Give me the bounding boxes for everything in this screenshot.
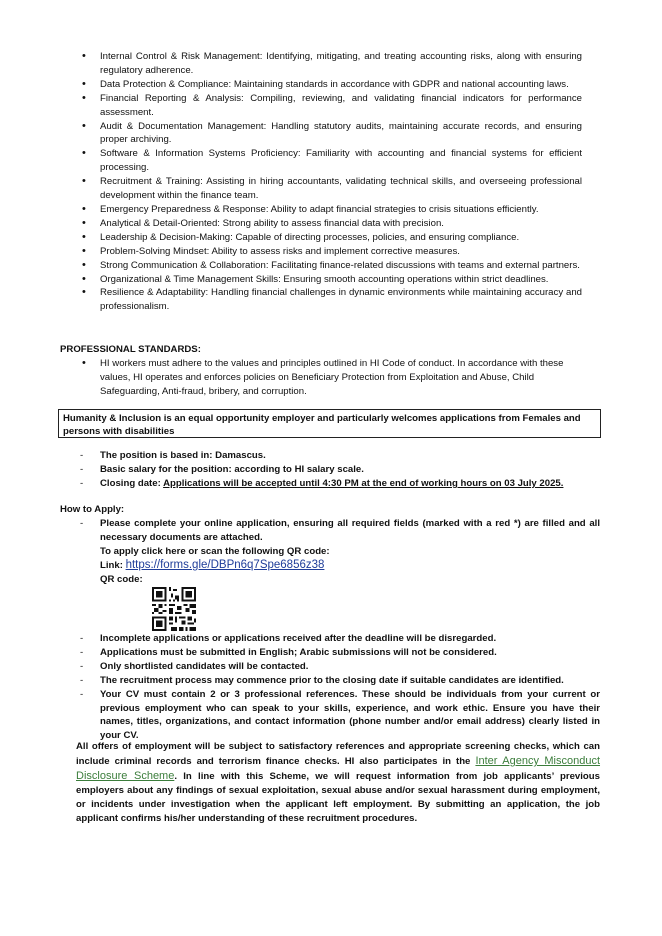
position-info-list bbox=[60, 449, 600, 491]
professional-standards-text: • HI workers must adhere to the values and principles outlined in HI Code of conduct. In accordance with these values, HI operates and enforces policies on Beneficiary Protection from Exploitation and Abuse, Child Safeguarding, Anti-fraud, bribery, and corruption. bbox=[60, 357, 582, 399]
competency-item: • Software & Information Systems Proficiency: Familiarity with accounting and financial systems for efficient processing. bbox=[60, 147, 582, 175]
competency-item: • Strong Communication & Collaboration: Facilitating finance-related discussions with teams and external partners. bbox=[60, 259, 582, 273]
competency-item: • Problem-Solving Mindset: Ability to assess risks and implement corrective measures. bbox=[60, 245, 582, 259]
application-form-link[interactable]: https://forms.gle/DBPn6q7Spe6856z38 bbox=[125, 559, 325, 571]
professional-standards-heading: PROFESSIONAL STANDARDS: bbox=[60, 344, 201, 355]
qr-code-image[interactable] bbox=[152, 587, 196, 631]
qr-code-label: QR code: bbox=[100, 574, 143, 585]
link-label: Link: bbox=[100, 560, 126, 571]
competency-item: • Emergency Preparedness & Response: Ability to adapt financial strategies to crisis situations efficiently. bbox=[60, 203, 582, 217]
screening-text-1: All offers of employment will be subject to satisfactory references and appropriate screening checks, which can include criminal records and terrorism finance checks. HI also participates in the bbox=[76, 741, 600, 767]
salary-item: - Basic salary for the position: according to HI salary scale. bbox=[60, 463, 600, 477]
closing-date-value: Applications will be accepted until 4:30 PM at the end of working hours on 03 July 2025. bbox=[163, 477, 564, 489]
competency-item: • Recruitment & Training: Assisting in hiring accountants, validating technical skills, and overseeing professional development within the finance team. bbox=[60, 175, 582, 203]
apply-instruction: - Please complete your online application, ensuring all required fields (marked with a red *) are filled and all necessary documents are attached. bbox=[60, 517, 600, 545]
competency-item: • Financial Reporting & Analysis: Compiling, reviewing, and validating financial indicators for performance assessment. bbox=[60, 92, 582, 120]
competency-item: • Organizational & Time Management Skills: Ensuring smooth accounting operations within strict deadlines. bbox=[60, 273, 582, 287]
apply-notes-list bbox=[60, 632, 600, 743]
apply-link-row bbox=[100, 558, 324, 573]
closing-date-label: Closing date: bbox=[100, 477, 164, 489]
competency-list bbox=[60, 50, 582, 314]
apply-note: - Incomplete applications or applications received after the deadline will be disregarded. bbox=[60, 632, 600, 646]
competency-item: • Leadership & Decision-Making: Capable of directing processes, policies, and ensuring compliance. bbox=[60, 231, 582, 245]
equal-opportunity-box: Humanity & Inclusion is an equal opportunity employer and particularly welcomes applications from Females and persons with disabilities bbox=[58, 409, 601, 438]
apply-note: - Only shortlisted candidates will be contacted. bbox=[60, 660, 600, 674]
screening-text-2: . In line with this Scheme, we will request information from job applicants’ previous employers about any findings of sexual exploitation, sexual abuse and/or sexual harassment during employment, or incidents under investigation when the applicant left employment. By submitting an application, the job applicant confirms his/her understanding of these recruitment procedures. bbox=[76, 771, 600, 824]
closing-date-item bbox=[60, 477, 600, 491]
professional-standards-list bbox=[60, 357, 582, 399]
apply-note: - The recruitment process may commence prior to the closing date if suitable candidates are identified. bbox=[60, 674, 600, 688]
misconduct-scheme-link[interactable]: Inter Agency Misconduct Disclosure Scheme bbox=[76, 755, 601, 782]
competency-item: • Analytical & Detail-Oriented: Strong ability to assess financial data with precision. bbox=[60, 217, 582, 231]
apply-instruction-list bbox=[60, 517, 600, 545]
how-to-apply-heading: How to Apply: bbox=[60, 504, 125, 515]
apply-click-text: To apply click here or scan the following QR code: bbox=[100, 546, 330, 557]
apply-note: - Applications must be submitted in English; Arabic submissions will not be considered. bbox=[60, 646, 600, 660]
screening-paragraph bbox=[76, 740, 600, 826]
apply-note: - Your CV must contain 2 or 3 professional references. These should be individuals from your current or previous employment who can speak to your skills, experience, and work ethic. Ensure you have their names, titles, organizations, and contact information (phone number and/or email address) clearly listed in your CV. bbox=[60, 688, 600, 744]
location-item: - The position is based in: Damascus. bbox=[60, 449, 600, 463]
competency-item: • Data Protection & Compliance: Maintaining standards in accordance with GDPR and national accounting laws. bbox=[60, 78, 582, 92]
competency-item: • Internal Control & Risk Management: Identifying, mitigating, and treating accounting risks, along with ensuring regulatory adherence. bbox=[60, 50, 582, 78]
competency-item: • Resilience & Adaptability: Handling financial challenges in dynamic environments while maintaining accuracy and professionalism. bbox=[60, 286, 582, 314]
competency-item: • Audit & Documentation Management: Handling statutory audits, maintaining accurate records, and ensuring proper archiving. bbox=[60, 120, 582, 148]
